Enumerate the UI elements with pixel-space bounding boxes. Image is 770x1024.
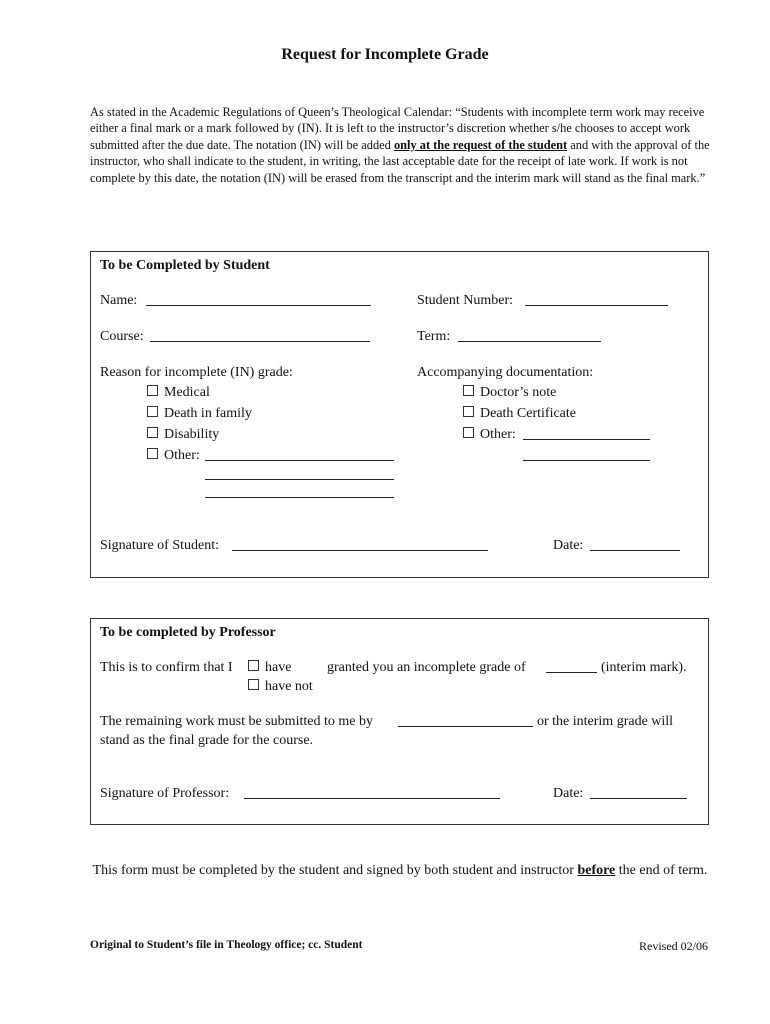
reason-option-medical[interactable] <box>147 385 210 401</box>
option-have-not[interactable] <box>248 679 313 695</box>
professor-signature-field[interactable] <box>244 798 500 799</box>
reason-other-field-1[interactable] <box>205 460 394 461</box>
interim-mark-field[interactable] <box>546 672 597 673</box>
confirm-suffix-a: granted you an incomplete grade of <box>327 660 526 675</box>
confirm-suffix-b: (interim mark). <box>601 660 687 675</box>
quote-emphasis: only at the request of the student <box>393 137 568 152</box>
regulation-quote <box>90 104 710 186</box>
professor-date-field[interactable] <box>590 798 687 799</box>
checkbox-have[interactable] <box>248 660 259 671</box>
quote-text-part1: As stated in the Academic Regulations of Queen’s Theological Calendar: “Students with incomplete term work may receive either a final mark or a mark followed by (IN). It is left to the instructor’s discretion whether s/he chooses to accept work submitted after the due date. The notation (IN) will be added <box>90 105 705 152</box>
professor-date-label: Date: <box>553 786 584 801</box>
remaining-work-prefix: The remaining work must be submitted to me by <box>100 714 373 729</box>
confirm-prefix: This is to confirm that I <box>100 660 233 675</box>
completion-note-prefix: This form must be completed by the student and signed by both student and instructor <box>92 863 578 878</box>
checkbox-doc-other[interactable] <box>463 427 474 438</box>
name-label: Name: <box>100 293 138 308</box>
checkbox-doctors-note[interactable] <box>463 385 474 396</box>
term-field[interactable] <box>458 341 601 342</box>
checkbox-death-in-family[interactable] <box>147 406 158 417</box>
student-date-label: Date: <box>553 538 584 553</box>
reason-option-other[interactable] <box>147 448 200 464</box>
reason-label: Reason for incomplete (IN) grade: <box>100 365 293 380</box>
checkbox-have-not[interactable] <box>248 679 259 690</box>
completion-note <box>90 862 710 880</box>
checkbox-disability[interactable] <box>147 427 158 438</box>
option-have-label: have <box>265 660 292 675</box>
remaining-work-suffix: or the interim grade will <box>537 714 674 729</box>
option-have[interactable] <box>248 660 291 676</box>
name-field[interactable] <box>146 305 371 306</box>
student-signature-label: Signature of Student: <box>100 538 219 553</box>
option-have-not-label: have not <box>265 679 313 694</box>
distribution-note: Original to Student’s file in Theology office; cc. Student <box>90 939 363 951</box>
student-section-heading: To be Completed by Student <box>100 258 270 273</box>
reason-other-field-2[interactable] <box>205 479 394 480</box>
doc-other-label: Other: <box>480 427 516 442</box>
doc-option-death-certificate[interactable] <box>463 406 576 422</box>
documentation-label: Accompanying documentation: <box>417 365 594 380</box>
revision-label: Revised 02/06 <box>639 939 708 953</box>
doc-other-field-1[interactable] <box>523 439 650 440</box>
student-number-label: Student Number: <box>417 293 514 308</box>
reason-other-field-3[interactable] <box>205 497 394 498</box>
checkbox-medical[interactable] <box>147 385 158 396</box>
student-signature-field[interactable] <box>232 550 488 551</box>
reason-disability-label: Disability <box>164 427 220 442</box>
reason-death-label: Death in family <box>164 406 252 421</box>
course-label: Course: <box>100 329 144 344</box>
reason-other-label: Other: <box>164 448 200 463</box>
completion-note-emphasis: before <box>577 863 616 878</box>
term-label: Term: <box>417 329 451 344</box>
checkbox-reason-other[interactable] <box>147 448 158 459</box>
reason-option-death[interactable] <box>147 406 252 422</box>
due-date-field[interactable] <box>398 726 533 727</box>
remaining-work-line2: stand as the final grade for the course. <box>100 733 314 748</box>
doc-death-certificate-label: Death Certificate <box>480 406 577 421</box>
doc-option-doctors-note[interactable] <box>463 385 556 401</box>
professor-signature-label: Signature of Professor: <box>100 786 230 801</box>
page-title: Request for Incomplete Grade <box>281 46 489 63</box>
reason-option-disability[interactable] <box>147 427 219 443</box>
doc-other-field-2[interactable] <box>523 460 650 461</box>
quote-text-part2: and with the approval of the instructor, who shall indicate to the student, in writing, the last acceptable date for the receipt of late work. If work is not complete by this date, the notation (IN) will be erased from the transcript and the interim mark will stand as the final mark.” <box>90 137 710 185</box>
student-number-field[interactable] <box>525 305 668 306</box>
student-date-field[interactable] <box>590 550 680 551</box>
completion-note-suffix: the end of term. <box>615 863 708 878</box>
doc-doctors-note-label: Doctor’s note <box>480 385 557 400</box>
reason-medical-label: Medical <box>164 385 210 400</box>
checkbox-death-certificate[interactable] <box>463 406 474 417</box>
doc-option-other[interactable] <box>463 427 516 443</box>
professor-section-heading: To be completed by Professor <box>100 625 276 640</box>
course-field[interactable] <box>150 341 370 342</box>
